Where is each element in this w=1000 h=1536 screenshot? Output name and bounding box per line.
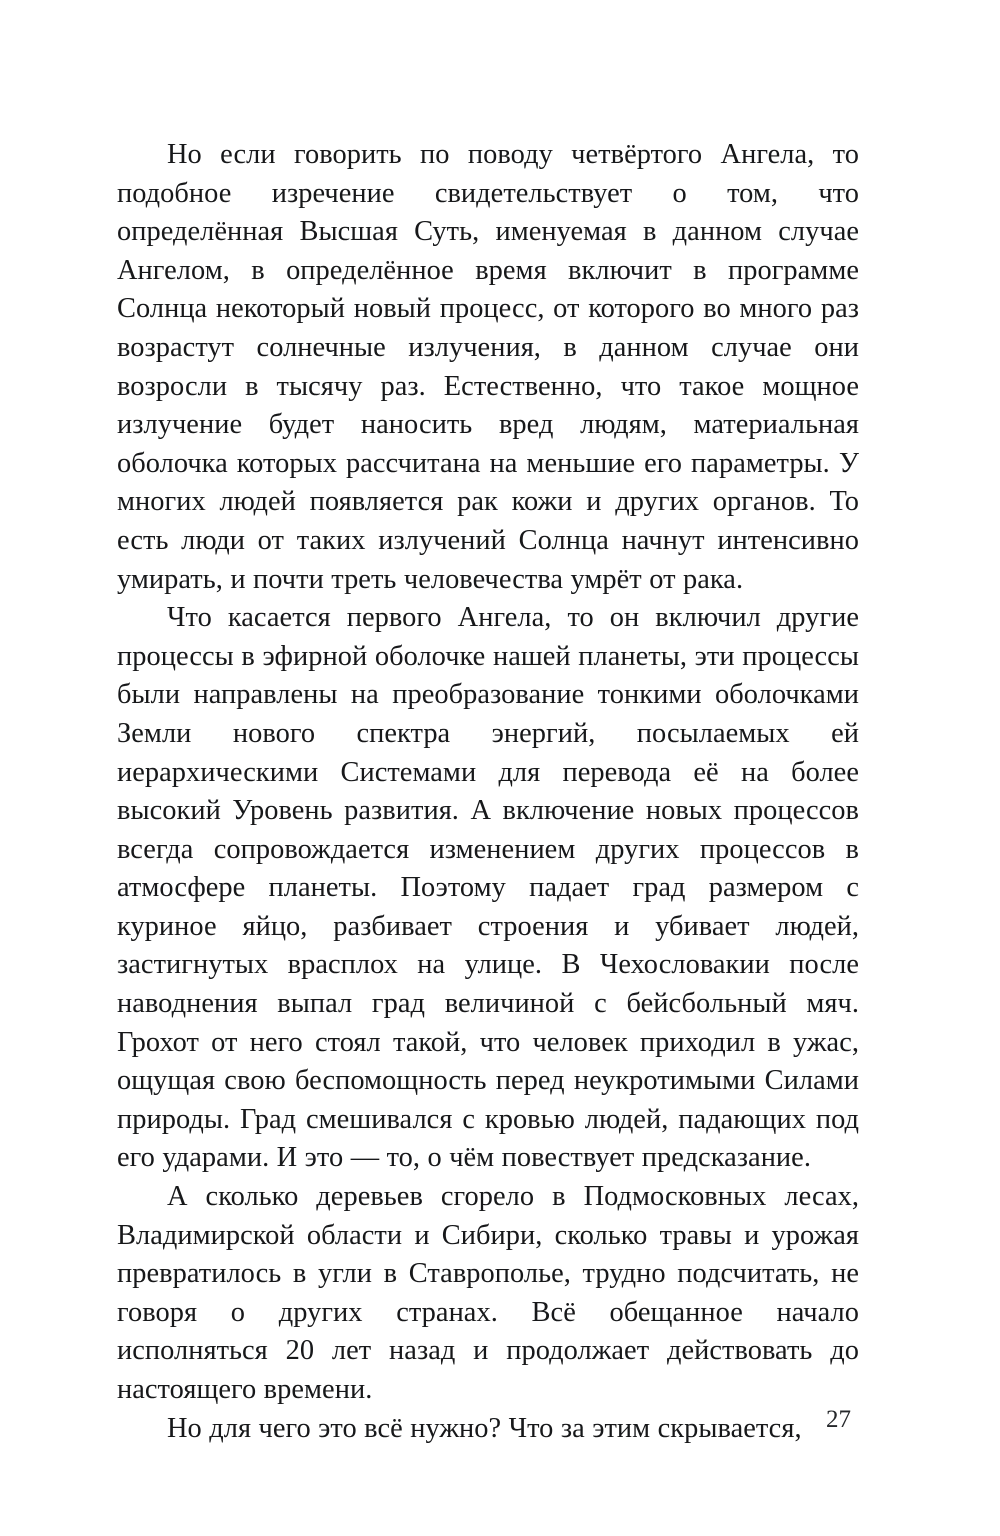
body-paragraph-2: Что касается первого Ангела, то он включил другие процессы в эфирной оболочке нашей планеты, эти процессы были направлены на преобразование тонкими оболочками Земли нового спектра энергий, посылаемых ей иерархическими Системами для перевода её на более высокий Уровень развития. А включение новых процессов всегда сопровождается изменением других процессов в атмосфере планеты. Поэтому падает град размером с куриное яйцо, разбивает строения и убивает людей, застигнутых врасплох на улице. В Чехословакии после наводнения выпал град величиной с бейсбольный мяч. Грохот от него стоял такой, что человек приходил в ужас, ощущая свою беспомощность перед неукротимыми Силами природы. Град смешивался с кровью людей, падающих под его ударами. И это — то, о чём повествует предсказание. [117, 602, 859, 1174]
body-paragraph-3: А сколько деревьев сгорело в Подмосковных лесах, Владимирской области и Сибири, сколько травы и урожая превратилось в угли в Ставрополье, трудно подсчитать, не говоря о других странах. Всё обещанное начало исполняться 20 лет назад и продолжает действовать до настоящего времени. [117, 1181, 859, 1405]
body-paragraph-4: Но для чего это всё нужно? Что за этим скрывается, [167, 1412, 802, 1444]
page-number: 27 [826, 1406, 851, 1433]
page-text-block [117, 136, 859, 1448]
body-paragraph-1: Но если говорить по поводу четвёртого Ангела, то подобное изречение свидетельствует о том, что определённая Высшая Суть, именуемая в данном случае Ангелом, в определённое время включит в программе Солнца некоторый новый процесс, от которого во много раз возрастут солнечные излучения, в данном случае они возросли в тысячу раз. Естественно, что такое мощное излучение будет наносить вред людям, материальная оболочка которых рассчитана на меньшие его параметры. У многих людей появляется рак кожи и других органов. То есть люди от таких излучений Солнца начнут интенсивно умирать, и почти треть человечества умрёт от рака. [117, 139, 859, 595]
